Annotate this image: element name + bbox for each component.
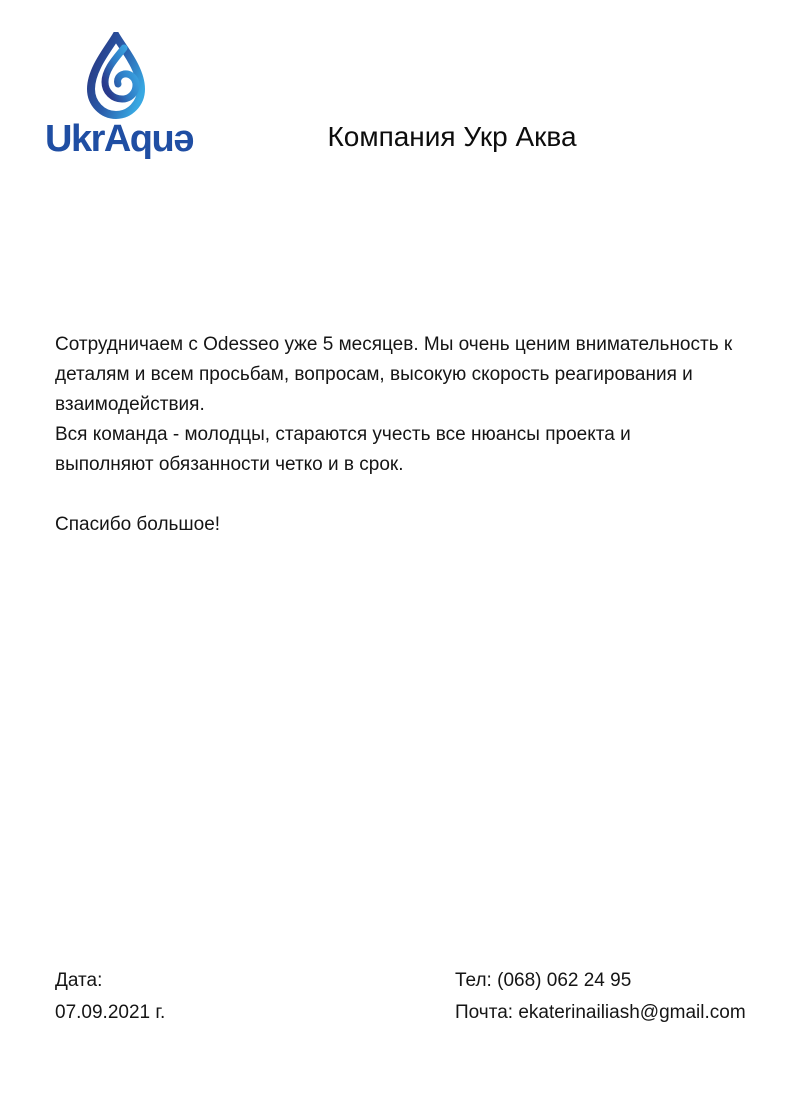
text-line: выполняют обязанности четко и в срок. (55, 454, 404, 475)
text-line: взаимодействия. (55, 394, 205, 415)
logo-wordmark: UkrAquə (45, 118, 193, 160)
text-line: Вся команда - молодцы, стараются учесть все нюансы проекта и (55, 424, 631, 445)
page-title: Компания Укр Аква (327, 121, 577, 152)
footer-contact-block (455, 965, 746, 1029)
text-line (55, 480, 765, 510)
email-address: Почта: ekaterinailiash@gmail.com (455, 1002, 746, 1023)
footer-date-block (55, 965, 165, 1029)
water-drop-icon (83, 32, 149, 122)
text-line: деталям и всем просьбам, вопросам, высокую скорость реагирования и (55, 364, 693, 385)
text-line: Спасибо большое! (55, 514, 221, 535)
date-value: 07.09.2021 г. (55, 1002, 166, 1023)
testimonial-text (55, 330, 765, 540)
text-line: Сотрудничаем с Odesseo уже 5 месяцев. Мы очень ценим внимательность к (55, 334, 733, 355)
phone-number: Тел: (068) 062 24 95 (455, 970, 632, 991)
date-label: Дата: (55, 970, 103, 991)
